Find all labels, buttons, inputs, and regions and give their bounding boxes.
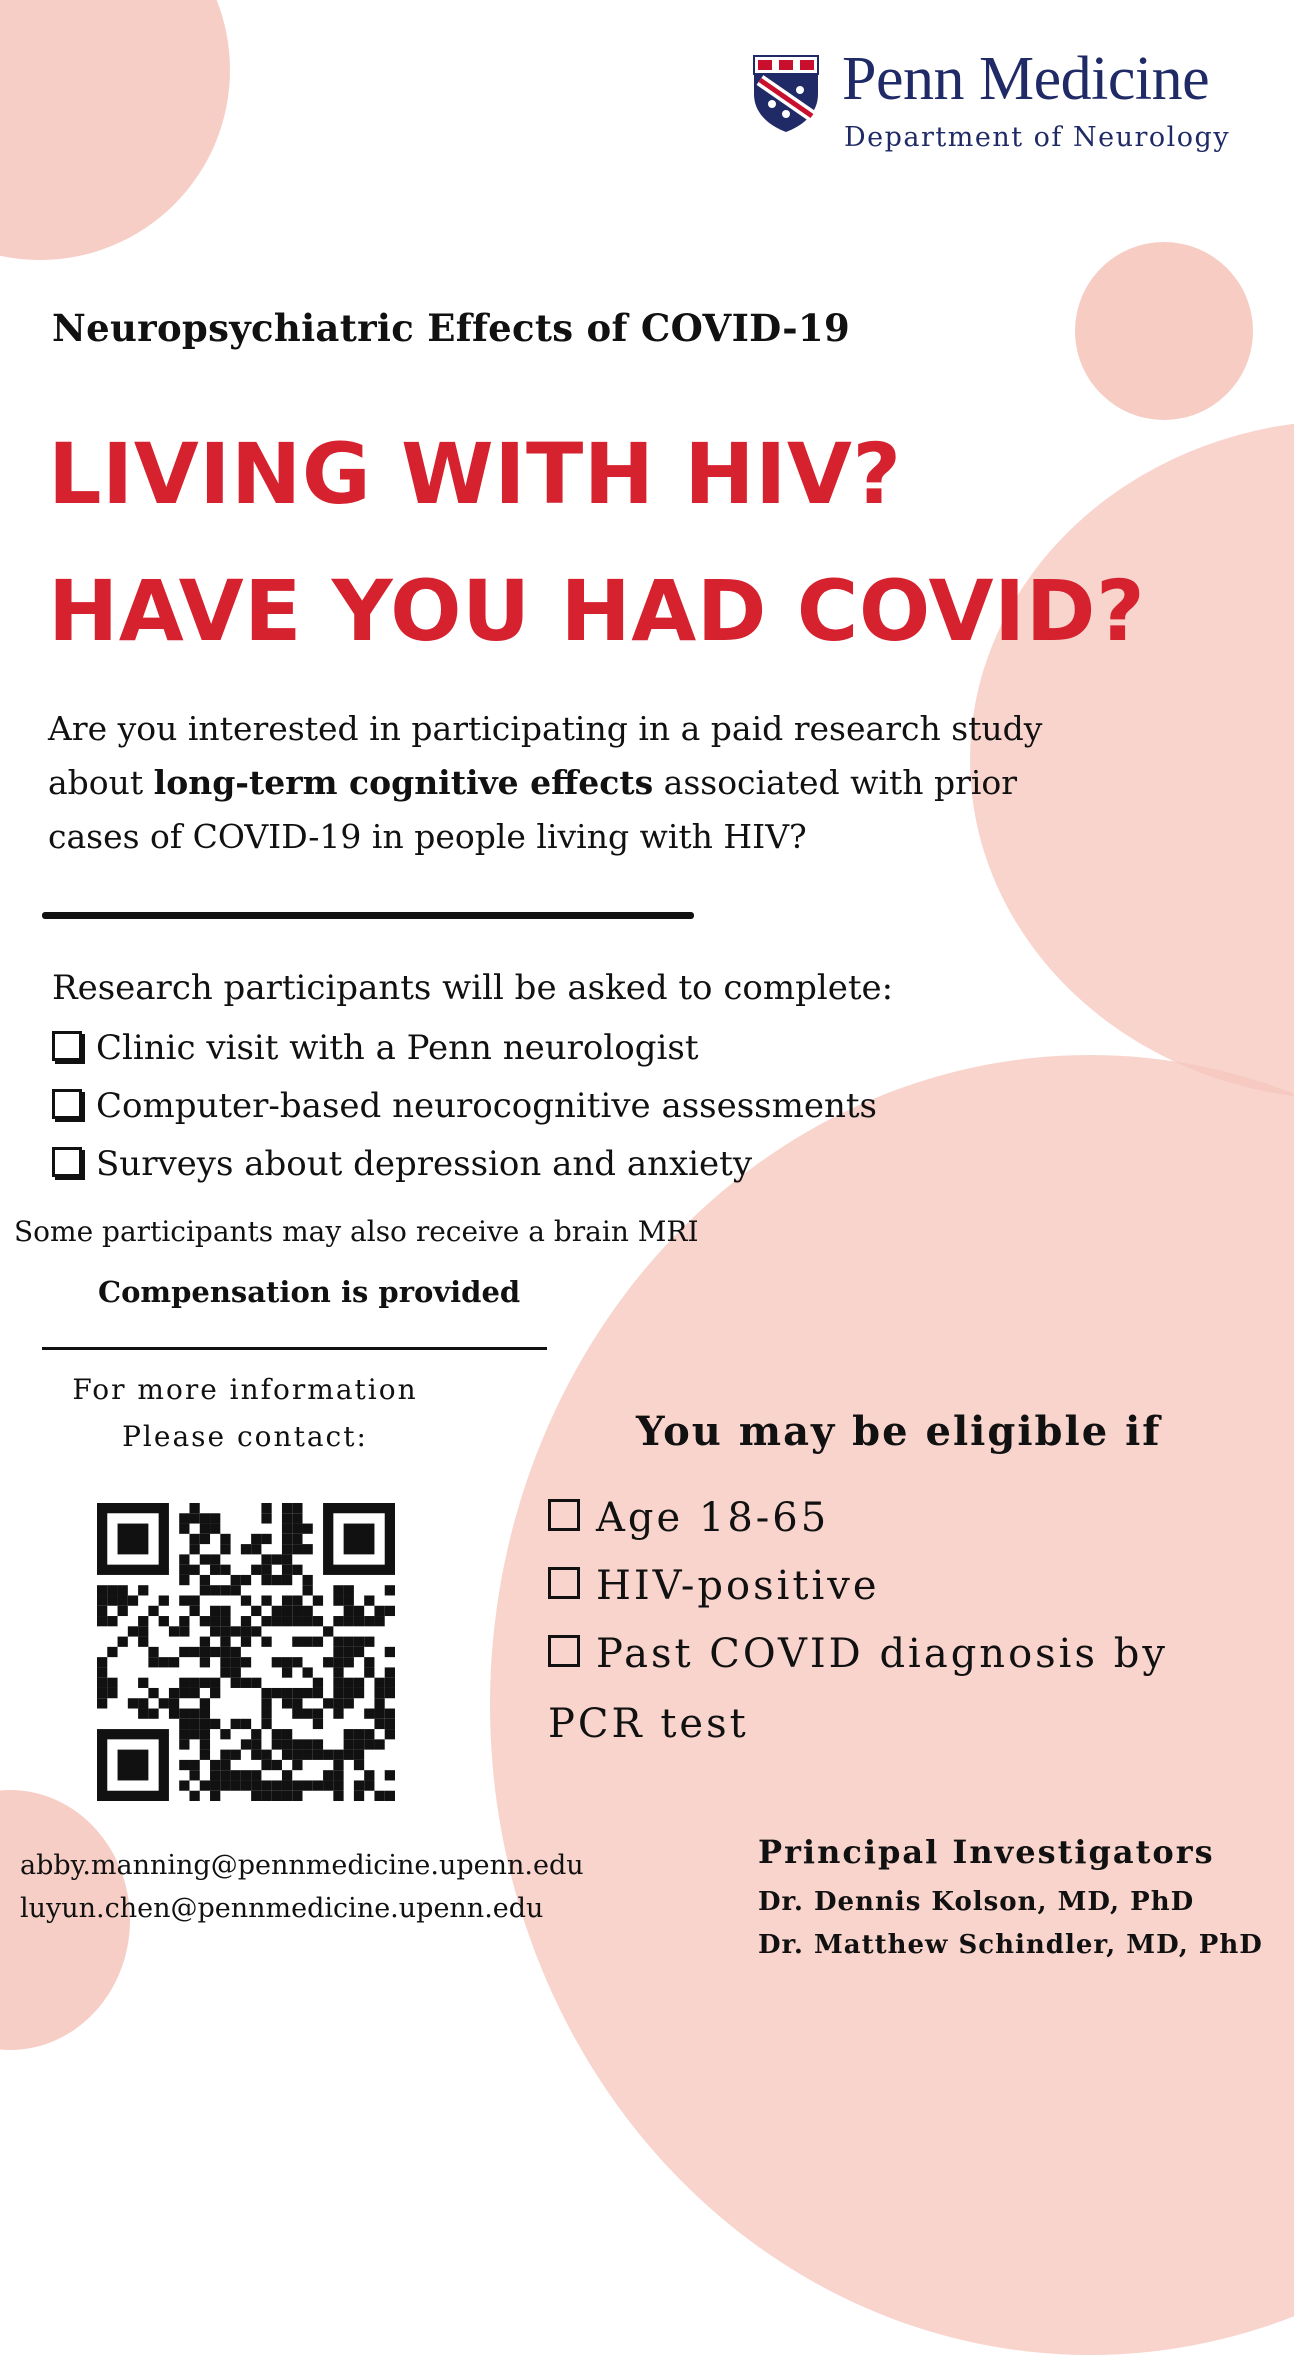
investigator-name: Dr. Matthew Schindler, MD, PhD [758, 1930, 1263, 1960]
decorative-circle-top-left [0, 0, 230, 260]
intro-emphasis: long-term cognitive effects [153, 763, 654, 802]
eligibility-item [548, 1495, 829, 1541]
investigators-heading: Principal Investigators [758, 1833, 1215, 1871]
checkbox-icon [52, 1147, 82, 1177]
decorative-circle-small [1075, 242, 1253, 420]
mri-note: Some participants may also receive a brain MRI [14, 1215, 699, 1248]
eligibility-label: Past COVID diagnosis by [596, 1631, 1168, 1677]
task-item [52, 1086, 877, 1126]
study-title: Neuropsychiatric Effects of COVID-19 [52, 306, 850, 350]
task-label: Surveys about depression and anxiety [96, 1144, 753, 1184]
checkbox-icon [548, 1635, 580, 1667]
contact-email-2[interactable]: luyun.chen@pennmedicine.upenn.edu [20, 1893, 544, 1924]
contact-line-1: For more information [72, 1373, 418, 1406]
eligibility-continuation: PCR test [548, 1701, 749, 1747]
qr-code-icon [97, 1503, 395, 1801]
task-item [52, 1144, 752, 1184]
department-name: Department of Neurology [844, 122, 1231, 153]
participation-heading: Research participants will be asked to complete: [52, 968, 894, 1008]
eligibility-item [548, 1563, 880, 1609]
eligibility-item [548, 1631, 1168, 1677]
penn-shield-icon [752, 54, 820, 134]
intro-text-start: Are you interested in participating in a paid research study about [48, 709, 1043, 802]
checkbox-icon [52, 1089, 82, 1119]
task-label: Clinic visit with a Penn neurologist [96, 1028, 699, 1068]
qr-code[interactable] [97, 1503, 395, 1801]
checkbox-icon [548, 1567, 580, 1599]
headline-line-2: HAVE YOU HAD COVID? [48, 562, 1146, 660]
divider-thick [42, 912, 694, 919]
headline-line-1: LIVING WITH HIV? [48, 425, 902, 523]
eligibility-label: Age 18-65 [596, 1495, 830, 1541]
task-item [52, 1028, 699, 1068]
checkbox-icon [52, 1031, 82, 1061]
brand-name: Penn Medicine [842, 45, 1210, 113]
investigator-name: Dr. Dennis Kolson, MD, PhD [758, 1887, 1195, 1917]
intro-text-end: associated with prior cases of COVID-19 in people living with HIV? [48, 763, 1018, 856]
checkbox-icon [548, 1499, 580, 1531]
contact-line-2: Please contact: [122, 1420, 368, 1453]
eligibility-heading: You may be eligible if [636, 1408, 1162, 1455]
intro-paragraph [48, 702, 1098, 864]
eligibility-label: HIV-positive [596, 1563, 880, 1609]
task-label: Computer-based neurocognitive assessments [96, 1086, 878, 1126]
contact-email-1[interactable]: abby.manning@pennmedicine.upenn.edu [20, 1850, 584, 1881]
divider-thin [42, 1347, 547, 1350]
compensation-note: Compensation is provided [98, 1275, 521, 1309]
penn-medicine-logo [752, 45, 1272, 160]
